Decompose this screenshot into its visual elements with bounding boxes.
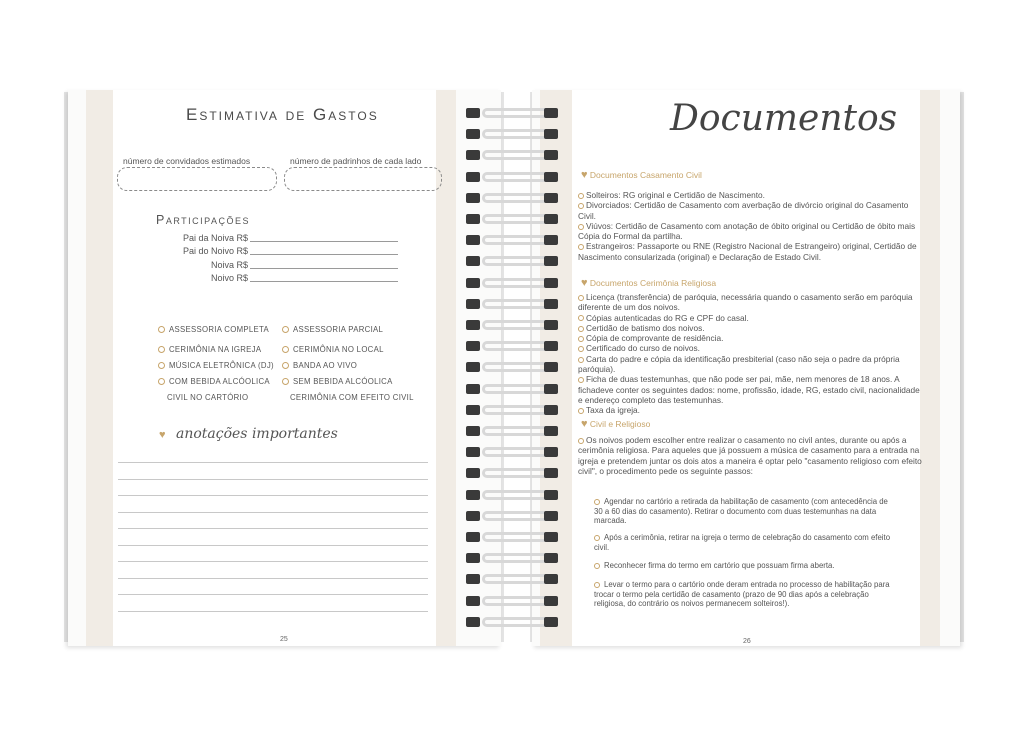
binding-hole: [466, 532, 480, 542]
binding-hole: [544, 235, 558, 245]
spiral-ring: [482, 362, 550, 372]
note-line: [118, 479, 428, 480]
civil-religious-intro: [578, 435, 923, 476]
note-line: [118, 578, 428, 579]
bullet-icon: [578, 336, 584, 342]
spiral-ring: [482, 384, 550, 394]
spiral-ring: [482, 235, 550, 245]
binding-hole: [544, 150, 558, 160]
note-line: [118, 594, 428, 595]
page-number-right: 26: [743, 638, 751, 645]
step-text: Reconhecer firma do termo em cartório que possuam firma aberta.: [604, 561, 835, 570]
list-item: [578, 313, 923, 323]
option-item[interactable]: [282, 377, 393, 386]
spiral-ring: [482, 214, 550, 224]
option-label: ASSESSORIA COMPLETA: [169, 325, 270, 334]
right-page-margin-band: [920, 90, 940, 646]
binding-hole: [466, 299, 480, 309]
binding-hole: [466, 256, 480, 266]
spiral-ring: [482, 553, 550, 563]
civil-list: [578, 190, 923, 262]
step-text: Agendar no cartório a retirada da habilitação de casamento (com antecedência de 30 a 60 dias do casamento). Retirar o documento com duas testemunhas na data marcada.: [594, 497, 888, 526]
bullet-icon: [594, 535, 600, 541]
binding-hole: [544, 490, 558, 500]
checkbox-circle-icon: [158, 378, 165, 385]
option-item[interactable]: [282, 361, 357, 370]
option-item[interactable]: [158, 325, 269, 334]
binding-hole: [544, 129, 558, 139]
section-civil-religious-heading: [581, 418, 650, 430]
list-item-text: Cópias autenticadas do RG e CPF do casal.: [586, 312, 749, 323]
binding-hole: [544, 574, 558, 584]
option-item[interactable]: [158, 377, 270, 386]
binding-hole: [466, 617, 480, 627]
binding-hole: [466, 574, 480, 584]
binding-hole: [466, 108, 480, 118]
list-item: [578, 354, 923, 375]
binding-hole: [466, 214, 480, 224]
binding-hole: [466, 362, 480, 372]
checkbox-circle-icon: [158, 346, 165, 353]
spiral-ring: [482, 108, 550, 118]
list-item-text: Solteiros: RG original e Certidão de Nascimento.: [586, 190, 765, 200]
list-item: [578, 241, 923, 262]
page-title-estimate: Estimativa de Gastos: [186, 105, 379, 124]
spiral-ring: [482, 596, 550, 606]
option-label: BANDA AO VIVO: [293, 361, 358, 370]
list-item-text: Certificado do curso de noivos.: [586, 343, 700, 354]
binding-hole: [544, 214, 558, 224]
option-label: CIVIL NO CARTÓRIO: [167, 393, 249, 402]
binding-hole: [466, 405, 480, 415]
page-number-left: 25: [280, 636, 288, 643]
list-item: [578, 323, 923, 333]
list-item-text: Licença (transferência) de paróquia, necessária quando o casamento serão em paróquia diferente de um dos noivos.: [578, 292, 913, 313]
binding-hole: [544, 172, 558, 182]
binding-hole: [466, 320, 480, 330]
option-label: CERIMÔNIA COM EFEITO CIVIL: [290, 393, 414, 402]
binding-hole: [466, 468, 480, 478]
binding-hole: [544, 511, 558, 521]
note-line: [118, 528, 428, 529]
note-line: [118, 545, 428, 546]
binding-hole: [466, 235, 480, 245]
option-item[interactable]: [167, 393, 248, 402]
binding-hole: [544, 193, 558, 203]
section-religious-label: Documentos Cerimônia Religiosa: [589, 278, 717, 288]
list-item: [578, 333, 923, 343]
spiral-ring: [482, 256, 550, 266]
binding-hole: [466, 596, 480, 606]
notes-title: anotações importantes: [175, 426, 338, 442]
binding-hole: [466, 511, 480, 521]
option-item[interactable]: [158, 361, 274, 370]
step-item: [594, 561, 894, 571]
spiral-ring: [482, 150, 550, 160]
binding-hole: [466, 278, 480, 288]
list-item-text: Ficha de duas testemunhas, que não pode ser pai, mãe, nem menores de 18 anos. A fichadeve conter os seguintes dados: nome, profissão, idade, RG, estado civil, nacionalidade e endereço completo das testemunhas.: [578, 374, 920, 405]
bullet-icon: [594, 582, 600, 588]
binding-hole: [544, 299, 558, 309]
option-label: SEM BEBIDA ALCÓOLICA: [293, 377, 393, 386]
section-civil-label: Documentos Casamento Civil: [589, 170, 702, 180]
list-item-text: Certidão de batismo dos noivos.: [586, 322, 705, 333]
binding-hole: [544, 468, 558, 478]
binding-hole: [544, 320, 558, 330]
binding-hole: [466, 490, 480, 500]
list-item-text: Divorciados: Certidão de Casamento com averbação de divórcio original do Casamento Civil.: [578, 200, 909, 221]
godparents-count-label: número de padrinhos de cada lado: [290, 156, 422, 166]
binding-hole: [544, 108, 558, 118]
bullet-icon: [578, 346, 584, 352]
bullet-icon: [578, 438, 584, 444]
option-label: CERIMÔNIA NO LOCAL: [293, 345, 384, 354]
binding-hole: [466, 193, 480, 203]
bullet-icon: [578, 408, 584, 414]
option-item[interactable]: [158, 345, 261, 354]
spiral-ring: [482, 320, 550, 330]
step-item: [594, 533, 894, 552]
binding-hole: [544, 256, 558, 266]
list-item: [578, 292, 923, 313]
spiral-ring: [482, 617, 550, 627]
bullet-icon: [594, 563, 600, 569]
spiral-ring: [482, 574, 550, 584]
list-item: [578, 200, 923, 221]
step-item: [594, 580, 894, 609]
binding-hole: [544, 532, 558, 542]
intro-text: Os noivos podem escolher entre realizar o casamento no civil antes, durante ou após a cerimônia religiosa. Para aqueles que já possuem a música de casamento para a entrada na igreja e pretendem juntar os dois atos a maneira é optar pelo "casamento religioso com efeito civil", o procedimento pede os seguinte passos:: [578, 435, 922, 476]
participation-groom: Noivo R$: [210, 273, 248, 283]
spiral-ring: [482, 193, 550, 203]
binding-hole: [544, 617, 558, 627]
participation-line[interactable]: [250, 254, 398, 255]
spiral-ring: [482, 129, 550, 139]
binding-hole: [466, 447, 480, 457]
binding-hole: [466, 553, 480, 563]
religious-list: [578, 292, 923, 416]
spiral-ring: [482, 511, 550, 521]
checkbox-circle-icon: [158, 326, 165, 333]
bullet-icon: [578, 203, 584, 209]
binding-hole: [466, 150, 480, 160]
binding-hole: [466, 129, 480, 139]
section-civil-religious-label: Civil e Religioso: [589, 419, 651, 429]
section-religious-heading: [581, 277, 716, 289]
spiral-ring: [482, 426, 550, 436]
section-civil-heading: [581, 169, 702, 181]
heart-icon: ♥: [581, 169, 588, 181]
list-item: [578, 190, 923, 200]
left-page-margin-band: [86, 90, 113, 646]
list-item: [578, 374, 923, 405]
note-line: [118, 561, 428, 562]
binding-hole: [544, 405, 558, 415]
step-item: [594, 497, 894, 526]
bullet-icon: [578, 224, 584, 230]
binding-hole: [466, 384, 480, 394]
spiral-ring: [482, 341, 550, 351]
checkbox-circle-icon: [282, 362, 289, 369]
binding-hole: [544, 384, 558, 394]
bullet-icon: [578, 357, 584, 363]
participation-line[interactable]: [250, 281, 398, 282]
spiral-ring: [482, 490, 550, 500]
participation-father-groom: Pai do Noivo R$: [182, 246, 248, 256]
spiral-ring: [482, 468, 550, 478]
heart-icon: ♥: [159, 429, 166, 441]
participations-title: Participações: [156, 213, 251, 227]
godparents-count-field[interactable]: [284, 167, 442, 191]
checkbox-circle-icon: [158, 362, 165, 369]
option-label: MÚSICA ELETRÔNICA (DJ): [169, 361, 274, 370]
step-text: Após a cerimônia, retirar na igreja o termo de celebração do casamento com efeito civil.: [594, 533, 891, 552]
binding-hole: [544, 553, 558, 563]
bullet-icon: [578, 326, 584, 332]
list-item-text: Estrangeiros: Passaporte ou RNE (Registro Nacional de Estrangeiro) original, Certidão de Nascimento consularizada (original) e Declaração de Estado Civil.: [578, 241, 917, 262]
bullet-icon: [578, 193, 584, 199]
option-label: COM BEBIDA ALCÓOLICA: [169, 377, 270, 386]
bullet-icon: [594, 499, 600, 505]
bullet-icon: [578, 244, 584, 250]
binding-hole: [544, 596, 558, 606]
spiral-ring: [482, 532, 550, 542]
bullet-icon: [578, 295, 584, 301]
binding-hole: [466, 172, 480, 182]
note-line: [118, 462, 428, 463]
note-line: [118, 611, 428, 612]
spiral-ring: [482, 278, 550, 288]
list-item-text: Cópia de comprovante de residência.: [586, 333, 724, 344]
binding-hole: [466, 426, 480, 436]
option-label: CERIMÔNIA NA IGREJA: [169, 345, 262, 354]
participation-line[interactable]: [250, 241, 398, 242]
checkbox-circle-icon: [282, 326, 289, 333]
notes-heading: [159, 425, 338, 443]
list-item-text: Viúvos: Certidão de Casamento com anotação de óbito original ou Certidão de óbito mais Cópia do Formal da partilha.: [578, 220, 916, 242]
binding-hole: [544, 426, 558, 436]
spiral-ring: [482, 447, 550, 457]
note-line: [118, 512, 428, 513]
spiral-ring: [482, 299, 550, 309]
step-text: Levar o termo para o cartório onde deram entrada no processo de habilitação para trocar o termo pela certidão de casamento (prazo de 90 dias após a celebração religiosa, do contrário os noivos permanecem solteiros!).: [594, 580, 890, 609]
participation-father-bride: Pai da Noiva R$: [182, 233, 248, 243]
list-item-text: Taxa da igreja.: [586, 405, 640, 416]
notes-area[interactable]: [114, 452, 432, 612]
binding-hole: [544, 362, 558, 372]
checkbox-circle-icon: [282, 378, 289, 385]
list-item: [578, 221, 923, 242]
bullet-icon: [578, 377, 584, 383]
binding-hole: [544, 341, 558, 351]
guests-count-field[interactable]: [117, 167, 277, 191]
list-item: [578, 405, 923, 415]
bullet-icon: [578, 315, 584, 321]
spiral-ring: [482, 172, 550, 182]
binding-hole: [544, 447, 558, 457]
option-item[interactable]: [290, 393, 414, 402]
page-title-documents: Documentos: [670, 98, 898, 139]
list-item: [578, 343, 923, 353]
binding-hole: [544, 278, 558, 288]
spiral-ring: [482, 405, 550, 415]
binding-hole: [466, 341, 480, 351]
list-item-text: Carta do padre e cópia da identificação presbiterial (caso não seja o padre da própria paróquia).: [578, 353, 900, 375]
option-label: ASSESSORIA PARCIAL: [293, 325, 384, 334]
note-line: [118, 495, 428, 496]
heart-icon: ♥: [581, 418, 588, 430]
heart-icon: ♥: [581, 277, 588, 289]
checkbox-circle-icon: [282, 346, 289, 353]
option-item[interactable]: [282, 325, 383, 334]
participation-line[interactable]: [250, 268, 398, 269]
option-item[interactable]: [282, 345, 384, 354]
participation-bride: Noiva R$: [210, 260, 248, 270]
guests-count-label: número de convidados estimados: [123, 156, 251, 166]
